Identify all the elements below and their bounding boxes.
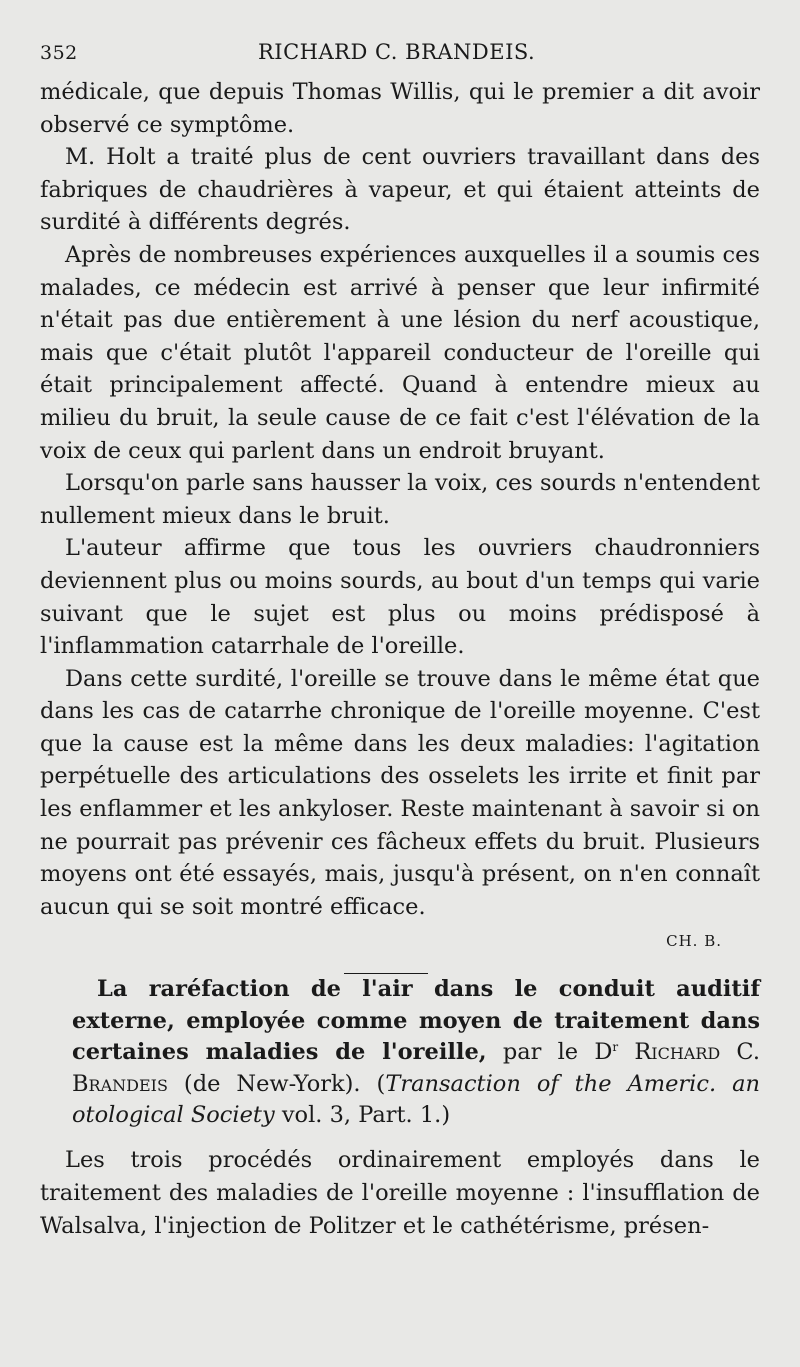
page-number: 352	[40, 42, 78, 64]
author-origin: (de New-York).	[183, 1070, 361, 1097]
paragraph: Les trois procédés ordinairement employés dans le traitement des maladies de l'oreille moyenne : l'insufflation de Walsalva, l'injection de Politzer et le cathétérisme, présen-	[40, 1146, 760, 1239]
running-head: RICHARD C. BRANDEIS.	[258, 40, 536, 64]
paragraph-continuation: médicale, que depuis Thomas Willis, qui le premier a dit avoir observé ce symptôme.	[40, 79, 760, 138]
body-text	[40, 76, 760, 1243]
section-divider	[344, 973, 428, 974]
article-heading	[40, 974, 760, 1132]
source-open: (	[376, 1070, 386, 1097]
doctor-abbrev: D	[594, 1039, 613, 1066]
article-by: par le	[502, 1039, 579, 1066]
doctor-abbrev-sup: r	[612, 1040, 619, 1055]
paragraph: M. Holt a traité plus de cent ouvriers travaillant dans des fabriques de chaudrières à vapeur, et qui étaient atteints de surdité à différents degrés.	[40, 144, 760, 236]
paragraph: Lorsqu'on parle sans hausser la voix, ces sourds n'entendent nullement mieux dans le bruit.	[40, 470, 761, 529]
source-journal: Transaction of the Americ. an otological Society	[72, 1070, 760, 1129]
paragraph: Dans cette surdité, l'oreille se trouve dans le même état que dans les cas de catarrhe chronique de l'oreille moyenne. C'est que la cause est la même dans les deux maladies: l'agitation perpétuelle des articulations des osselets les irrite et finit par les enflammer et les ankyloser. Reste maintenant à savoir si on ne pourrait pas prévenir ces fâcheux effets du bruit. Plusieurs moyens ont été essayés, mais, jusqu'à présent, on n'en connaît aucun qui se soit montré efficace.	[40, 665, 761, 920]
article-title: La raréfaction de l'air dans le conduit auditif externe, employée comme moyen de traitement dans certaines maladies de l'oreille,	[72, 976, 760, 1066]
author-signature: CH. B.	[666, 932, 722, 951]
page-header	[40, 38, 760, 74]
article-author: Richard C. Brandeis	[72, 1039, 760, 1097]
paragraph: L'auteur affirme que tous les ouvriers chaudronniers deviennent plus ou moins sourds, au bout d'un temps qui varie suivant que le sujet est plus ou moins prédisposé à l'inflammation catarrhale de l'oreille.	[40, 535, 760, 660]
paragraph: Après de nombreuses expériences auxquelles il a soumis ces malades, ce médecin est arrivé à penser que leur infirmité n'était pas due entièrement à une lésion du nerf acoustique, mais que c'était plutôt l'appareil conducteur de l'oreille qui était principalement affecté. Quand à entendre mieux au milieu du bruit, la seule cause de ce fait c'est l'élévation de la voix de ceux qui parlent dans un endroit bruyant.	[40, 241, 760, 464]
source-volume: vol. 3, Part. 1.)	[274, 1102, 451, 1129]
